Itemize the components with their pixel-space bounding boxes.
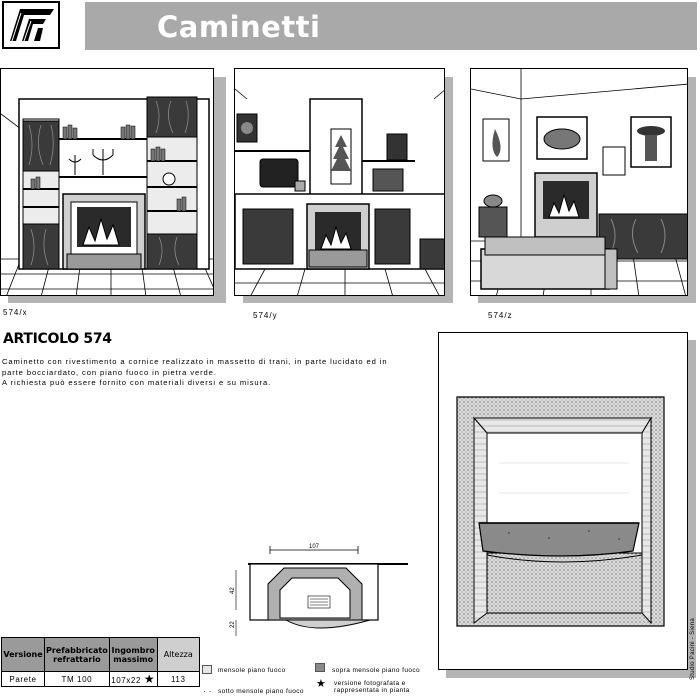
title-bar [85,2,697,50]
cell-altezza: 113 [157,672,199,687]
article-description [2,357,432,389]
plan-width-label: 107 [308,544,320,550]
studio-credit: Studio Pacini - Siena [690,618,696,680]
picture-code: 574/y [253,311,278,320]
plan-front-label: 22 [230,621,236,628]
table-row [2,672,200,687]
col-header: Ingombro massimo [109,638,157,672]
picture-code: 574/x [3,308,28,317]
legend-swatch-dark [315,663,325,672]
cell-ingombro [109,672,157,687]
picture-code: 574/z [488,311,513,320]
description-line: parte bocciardato, con piano fuoco in pietra verde. [2,367,217,377]
ingombro-value: 107x22 [111,676,142,685]
fireplace-photo-574x [0,68,214,296]
legend-swatch-light [202,665,212,674]
legend-item: sotto mensole piano fuoco [218,688,304,695]
page-title: Caminetti [157,10,321,44]
brand-logo [2,1,60,49]
floor-plan [220,540,415,640]
fireplace-photo-574z [470,68,688,296]
legend-item [334,680,410,694]
col-header: Altezza [157,638,199,672]
cell-prefabbricato: TM 100 [45,672,110,687]
article-title: ARTICOLO 574 [3,331,112,347]
description-line: A richiesta può essere fornito con materiali diversi e su misura. [2,378,272,387]
fireplace-detail-drawing [438,332,688,670]
description-line: Caminetto con rivestimento a cornice realizzato in massetto di trani, in parte lucidato ed in [2,357,388,366]
legend-line: rappresentata in pianta [334,687,410,694]
col-header: Prefabbricato refrattario [45,638,110,672]
spec-table [1,637,200,687]
legend-star-icon: ★ [316,678,327,690]
legend-item: sopra mensole piano fuoco [332,667,421,674]
star-mark: ★ [143,672,156,686]
legend-line: versione fotografata e [334,680,406,687]
cell-versione: Parete [2,672,45,687]
plan-depth-label: 42 [230,587,236,594]
legend-item: mensole piano fuoco [218,667,286,674]
fireplace-photo-574y [234,68,445,296]
col-header: Versione [2,638,45,672]
